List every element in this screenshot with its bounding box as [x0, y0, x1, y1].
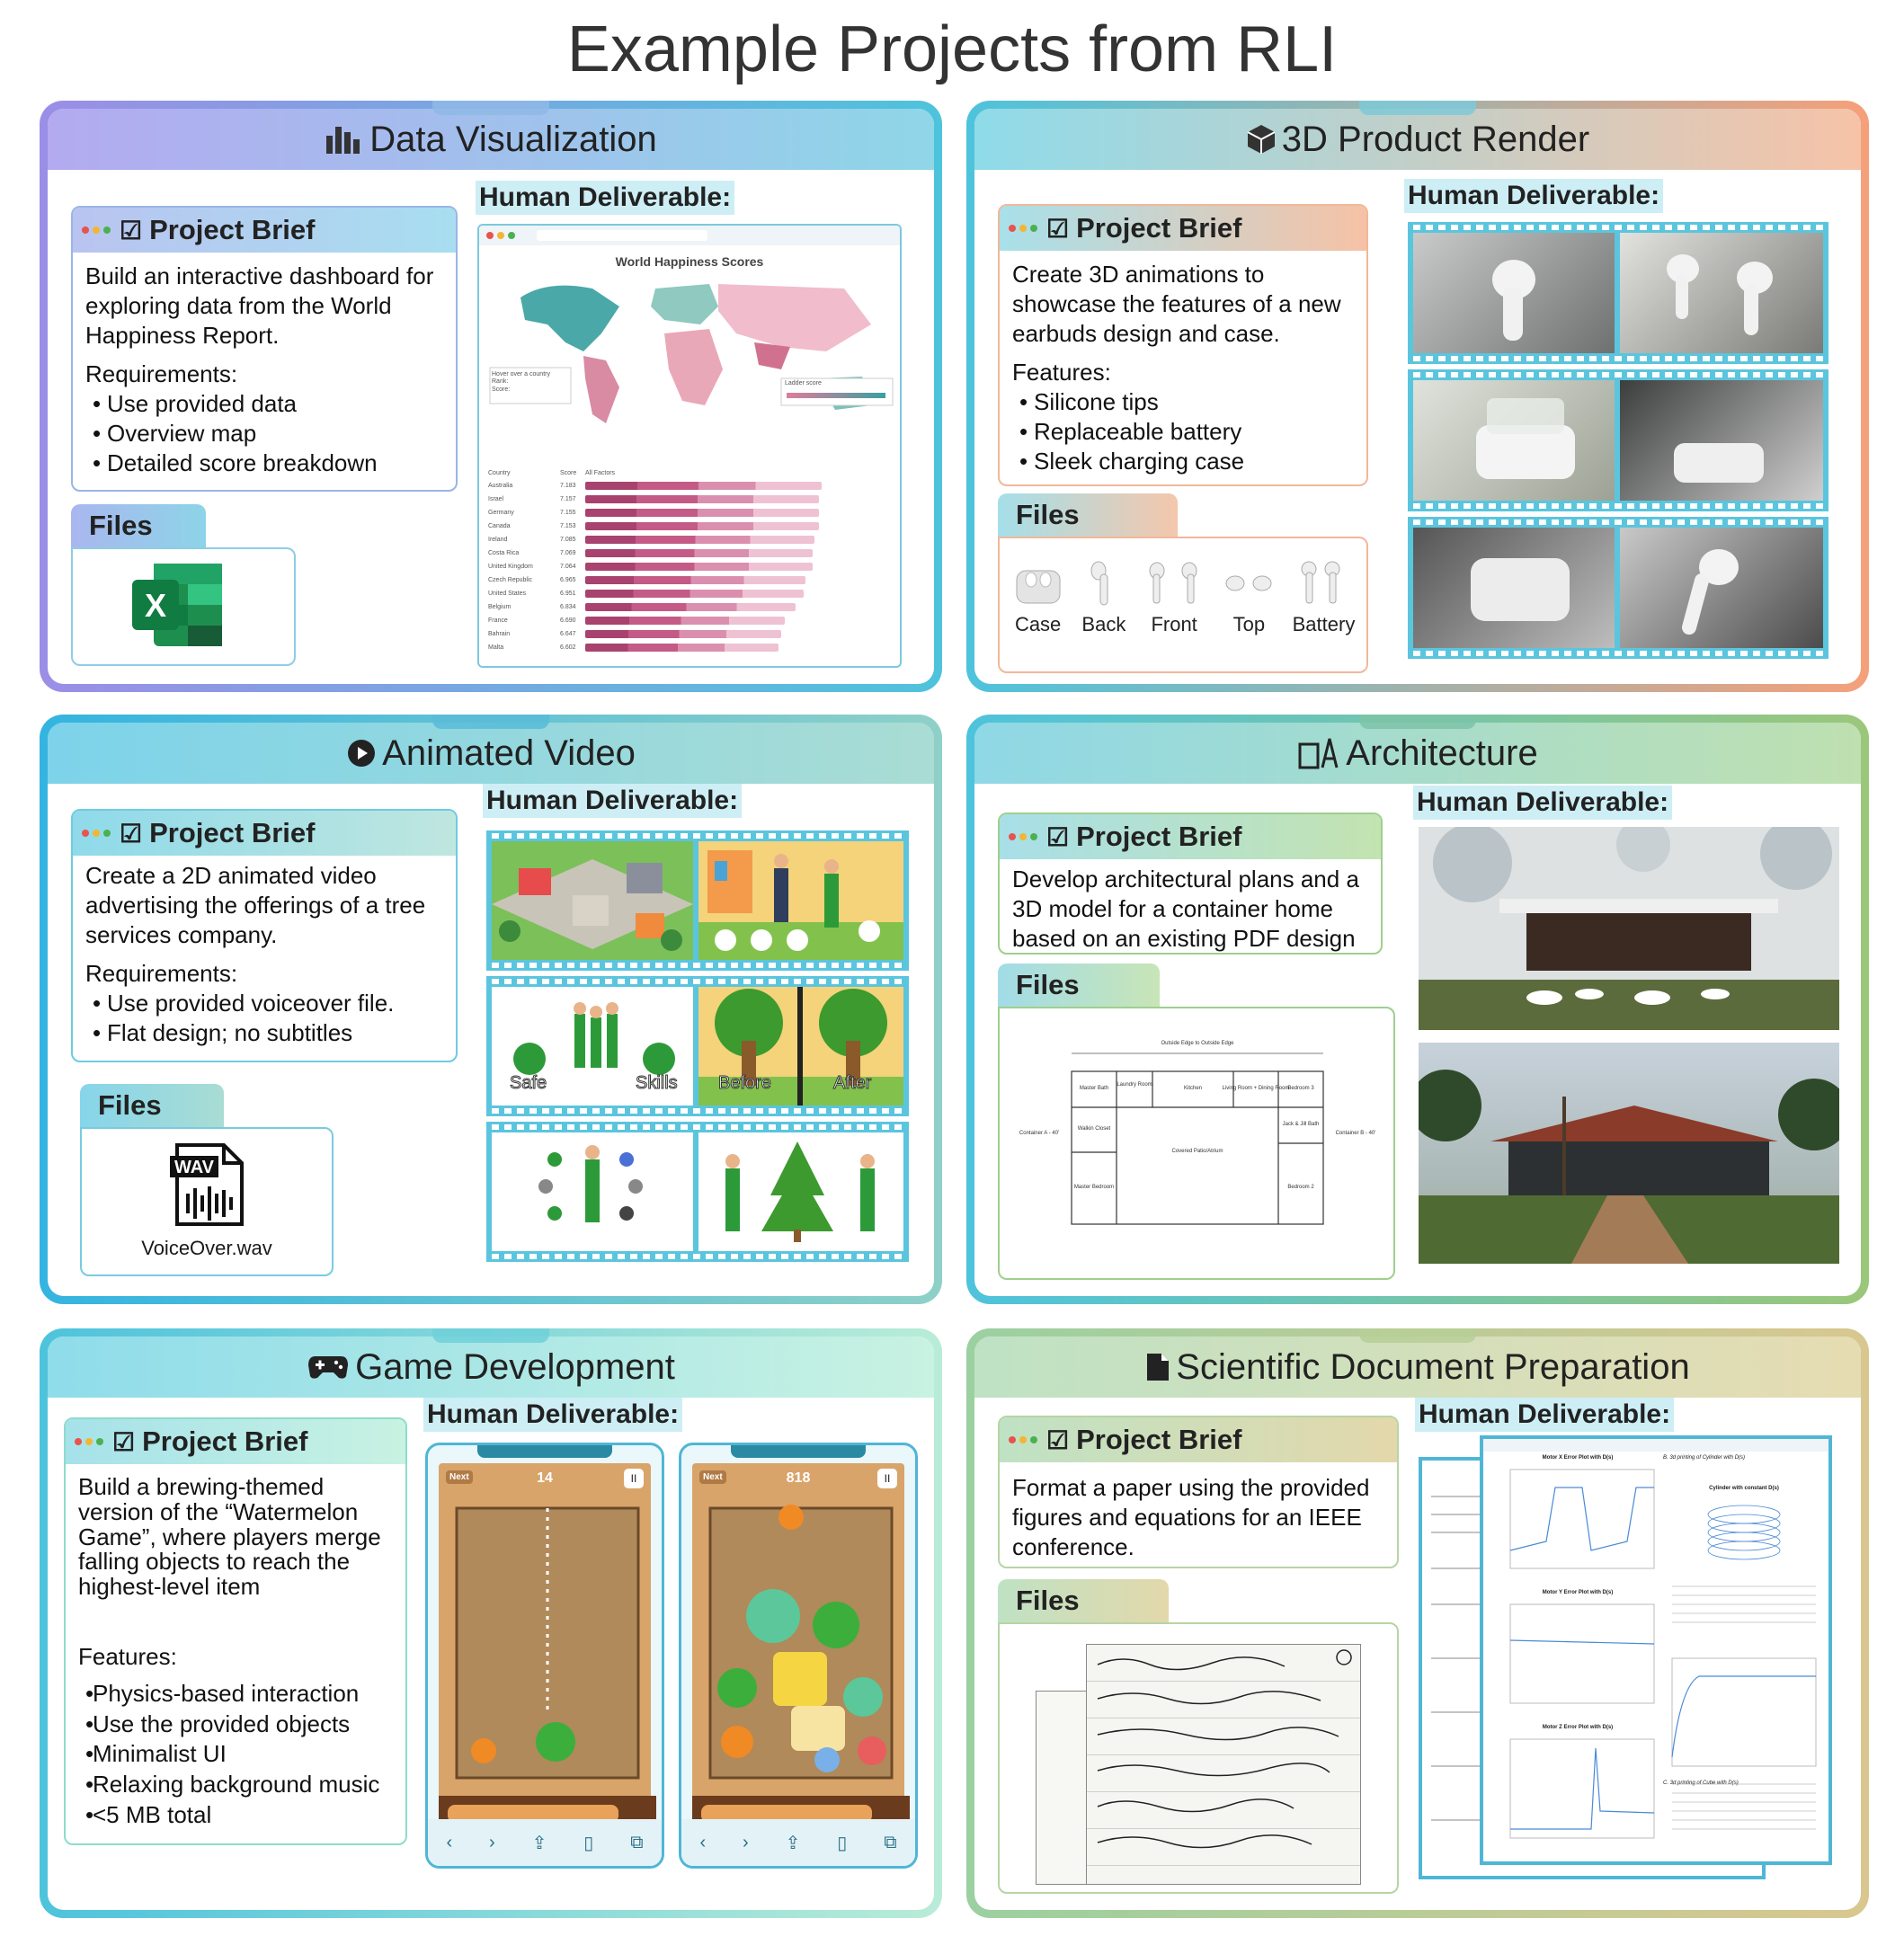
section-heading: B. 3d printing of Cylinder with D(s) [1663, 1455, 1746, 1461]
deliverable-label: Human Deliverable: [1404, 179, 1663, 213]
video-frame-town [492, 841, 693, 960]
table-row[interactable] [488, 479, 894, 493]
panel-title: Architecture [1346, 733, 1538, 773]
panel-data-visualization [40, 101, 942, 692]
score-bar [585, 509, 819, 517]
file-battery[interactable]: Battery [1293, 558, 1356, 636]
files-folder [80, 1084, 334, 1276]
map-legend-title: Ladder score [785, 380, 822, 386]
render-filmstrip-1 [1408, 222, 1828, 364]
panel-3d-product-render [966, 101, 1869, 692]
panel-game-development [40, 1328, 942, 1918]
audio-file-icon[interactable] [168, 1141, 249, 1228]
score-bar [585, 549, 813, 557]
features-label: Features: [1012, 359, 1111, 386]
requirement-item: • Use provided voiceover file. [85, 989, 443, 1018]
pause-button[interactable]: II [877, 1469, 897, 1488]
file-back[interactable]: Back [1077, 558, 1131, 636]
back-icon[interactable]: ‹ [446, 1832, 453, 1852]
features-label: Features: [78, 1643, 177, 1671]
checkbox-icon: ☑ [120, 216, 143, 244]
panel-title: Scientific Document Preparation [1176, 1346, 1690, 1387]
project-brief [71, 809, 458, 1062]
score-table: Country Score All Factors Australia 7.183 Israel 7.157 Germany 7.155 Canada 7.153 Ireland 7.085 Costa Rica 7.069 United Kingdom 7.064 Czech Republic 6.965 United States 6.951 Belgium 6.834 France 6.690 Bahrain 6.647 Malta 6.602 [488, 466, 894, 654]
brief-text: Create 3D animations to showcase the features of a new earbuds design and case. [1012, 261, 1341, 348]
plan-label: Master Bedroom [1073, 1185, 1115, 1190]
project-brief [71, 206, 458, 492]
score-cell: 7.064 [560, 564, 576, 570]
requirement-item: • Flat design; no subtitles [85, 1018, 443, 1048]
plan-label: Container A - 40' [1019, 1131, 1060, 1136]
project-brief [64, 1417, 407, 1845]
render-filmstrip-3 [1408, 517, 1828, 659]
checkbox-icon: ☑ [112, 1427, 136, 1456]
files-label: Files [998, 1579, 1169, 1622]
back-icon[interactable]: ‹ [699, 1832, 707, 1852]
video-filmstrip-3 [486, 1122, 909, 1262]
table-row[interactable] [488, 493, 894, 506]
figure-title: Motor Y Error Plot with D(s) [1542, 1590, 1614, 1595]
frame-text-before: Before [718, 1073, 771, 1093]
earbud-back-icon [1077, 558, 1131, 608]
table-row[interactable] [488, 587, 894, 600]
file-name: VoiceOver.wav [141, 1237, 272, 1259]
brief-text: Build a brewing-themed version of the “Watermelon Game”, where players merge falling objects to reach the highest-level item [78, 1473, 381, 1601]
requirement-item: • Use provided data [85, 389, 443, 419]
feature-item: • Minimalist UI [78, 1739, 393, 1770]
score-cell: 7.157 [560, 496, 576, 502]
panel-animated-video [40, 715, 942, 1304]
panel-title: Animated Video [382, 733, 636, 773]
next-label: Next [446, 1470, 473, 1484]
tabs-icon[interactable]: ⧉ [630, 1832, 644, 1852]
video-frame-equipment [492, 1132, 693, 1251]
country-cell: Czech Republic [488, 577, 533, 583]
score-cell: 7.085 [560, 537, 576, 543]
bar-chart-icon [325, 123, 364, 155]
score-bar [585, 495, 819, 503]
files-label: Files [998, 493, 1178, 537]
files-folder [998, 493, 1368, 673]
score-bar [585, 536, 814, 544]
earbud-top-icon [1217, 558, 1280, 608]
plan-label: Covered Patio/Atrium [1171, 1149, 1223, 1154]
render-frame [1620, 233, 1823, 353]
render-frame [1620, 380, 1823, 501]
panel-title: Game Development [355, 1346, 675, 1387]
map-tooltip: Hover over a country Rank: Score: [492, 371, 550, 393]
country-cell: Belgium [488, 604, 512, 610]
phone-screenshot-start [425, 1443, 664, 1869]
score-cell: 6.965 [560, 577, 576, 583]
share-icon[interactable]: ⇪ [531, 1833, 547, 1853]
feature-item: • Sleek charging case [1012, 447, 1354, 476]
score-cell: 6.602 [560, 644, 576, 651]
deliverable-label: Human Deliverable: [423, 1398, 682, 1432]
score-cell: 7.153 [560, 523, 576, 529]
tabs-icon[interactable]: ⧉ [884, 1832, 897, 1852]
score-cell: 6.690 [560, 617, 576, 624]
table-row[interactable] [488, 573, 894, 587]
country-cell: Ireland [488, 537, 508, 543]
panel-title: 3D Product Render [1281, 119, 1590, 159]
country-cell: Canada [488, 523, 511, 529]
score-bar [585, 482, 822, 490]
architecture-drafting-icon [1297, 735, 1340, 771]
svg-text:X: X [144, 587, 167, 624]
panel-scientific-document [966, 1328, 1869, 1918]
brief-title: Project Brief [149, 817, 316, 848]
cube-icon [1246, 123, 1277, 155]
video-filmstrip-2 [486, 976, 909, 1116]
score-bar [585, 617, 785, 625]
world-map[interactable] [485, 271, 898, 441]
excel-file-icon[interactable] [129, 560, 227, 650]
score-bar [585, 563, 813, 571]
pause-button[interactable]: II [624, 1469, 644, 1488]
next-label: Next [699, 1470, 726, 1484]
brief-text: Create a 2D animated video advertising the offerings of a tree services company. [85, 862, 426, 949]
feature-item: • Silicone tips [1012, 387, 1354, 417]
project-brief [998, 1416, 1399, 1568]
dashboard-title: World Happiness Scores [615, 254, 764, 269]
render-frame [1413, 528, 1615, 648]
play-circle-icon [346, 738, 377, 768]
panel-title: Data Visualization [369, 119, 657, 159]
file-front[interactable]: Front [1143, 558, 1206, 636]
country-cell: Costa Rica [488, 550, 520, 556]
requirement-item: • Detailed score breakdown [85, 448, 443, 478]
country-cell: Malta [488, 644, 504, 651]
score-display: 818 [786, 1470, 811, 1486]
plan-label: Laundry Room [1117, 1082, 1152, 1088]
brief-title: Project Brief [1076, 212, 1242, 244]
requirement-item: • Overview map [85, 419, 443, 448]
plan-label: Walkin Closet [1077, 1126, 1111, 1132]
feature-item: • Relaxing background music [78, 1770, 393, 1800]
files-folder [998, 964, 1395, 1280]
frame-text-after: After [833, 1073, 872, 1093]
earbud-case-icon [1011, 558, 1065, 608]
plan-label: Kitchen [1183, 1086, 1203, 1091]
score-cell: 7.155 [560, 510, 576, 516]
table-row[interactable] [488, 533, 894, 546]
brief-title: Project Brief [1076, 821, 1242, 852]
country-cell: Australia [488, 483, 513, 489]
architecture-render-photo [1419, 1043, 1839, 1264]
video-frame-before-after [698, 987, 903, 1106]
file-case[interactable]: Case [1011, 558, 1065, 636]
figure-title: Motor X Error Plot with D(s) [1542, 1455, 1614, 1461]
window-dots [82, 226, 111, 234]
render-frame [1413, 233, 1615, 353]
video-frame-workers [698, 841, 903, 960]
requirements-label: Requirements: [85, 960, 238, 988]
checkbox-icon: ☑ [1046, 822, 1070, 851]
files-folder [998, 1579, 1399, 1894]
table-row[interactable] [488, 600, 894, 614]
phone-screenshot-full [679, 1443, 918, 1869]
score-bar [585, 522, 819, 530]
score-cell: 7.183 [560, 483, 576, 489]
figure-title: Cylinder with constant D(s) [1709, 1486, 1779, 1491]
brief-text: Format a paper using the provided figures and equations for an IEEE conference. [1012, 1474, 1370, 1561]
plan-label: Outside Edge to Outside Edge [1161, 1041, 1234, 1046]
plan-label: Jack & Jill Bath [1282, 1122, 1320, 1127]
country-cell: Bahrain [488, 631, 511, 637]
score-display: 14 [537, 1470, 553, 1486]
files-label: Files [80, 1084, 224, 1127]
plan-label: Container B - 40' [1335, 1131, 1376, 1136]
video-filmstrip-1 [486, 830, 909, 971]
render-frame [1620, 528, 1823, 648]
architecture-render-model [1419, 827, 1839, 1030]
country-cell: France [488, 617, 508, 624]
country-cell: United Kingdom [488, 564, 533, 570]
checkbox-icon: ☑ [1046, 1425, 1070, 1454]
score-cell: 6.647 [560, 631, 576, 637]
dashboard-browser [477, 224, 902, 668]
frame-text-safe: Safe [510, 1073, 547, 1093]
project-brief [998, 813, 1383, 955]
files-folder [71, 504, 296, 666]
document-icon [1145, 1352, 1170, 1382]
brief-text: Develop architectural plans and a 3D model for a container home based on an existing PDF design [1012, 866, 1359, 953]
score-cell: 6.951 [560, 591, 576, 597]
file-badge: WAV [173, 1158, 215, 1177]
table-row[interactable] [488, 614, 894, 627]
table-row[interactable] [488, 627, 894, 641]
deliverable-label: Human Deliverable: [1415, 1398, 1674, 1432]
score-bar [585, 603, 796, 611]
book-icon[interactable]: ▯ [583, 1833, 594, 1853]
frame-text-skills: Skills [636, 1073, 678, 1093]
render-filmstrip-2 [1408, 369, 1828, 511]
table-row[interactable] [488, 546, 894, 560]
deliverable-label: Human Deliverable: [476, 181, 734, 215]
browser-nav-bar [428, 1819, 662, 1866]
render-frame [1413, 380, 1615, 501]
browser-nav-bar [681, 1819, 915, 1866]
floor-plan-drawing[interactable] [1009, 1017, 1386, 1269]
table-row[interactable] [488, 520, 894, 533]
files-label: Files [998, 964, 1160, 1007]
plan-label: Living Room + Dining Room [1222, 1086, 1290, 1091]
requirements-label: Requirements: [85, 360, 238, 388]
files-label: Files [71, 504, 206, 547]
brief-title: Project Brief [1076, 1424, 1242, 1455]
feature-item: • Physics-based interaction [78, 1679, 393, 1710]
plan-label: Bedroom 3 [1287, 1086, 1314, 1091]
project-brief [998, 204, 1368, 486]
paper-front-page[interactable] [1480, 1435, 1832, 1865]
deliverable-label: Human Deliverable: [1413, 786, 1672, 820]
handwritten-note[interactable] [1086, 1644, 1361, 1885]
score-bar [585, 644, 779, 652]
section-heading: C. 3d printing of Cube with D(s) [1663, 1781, 1739, 1786]
earbud-battery-icon [1293, 558, 1350, 608]
feature-item: • <5 MB total [78, 1800, 393, 1831]
brief-text: Build an interactive dashboard for exploring data from the World Happiness Report. [85, 262, 434, 350]
country-cell: Germany [488, 510, 514, 516]
earbud-front-icon [1143, 558, 1206, 608]
file-top[interactable]: Top [1217, 558, 1280, 636]
video-frame-safe-skills [492, 987, 693, 1106]
feature-item: • Use the provided objects [78, 1710, 393, 1740]
checkbox-icon: ☑ [120, 819, 143, 848]
score-cell: 6.834 [560, 604, 576, 610]
panel-architecture [966, 715, 1869, 1304]
country-cell: United States [488, 591, 527, 597]
gamepad-icon [307, 1353, 350, 1381]
plan-label: Bedroom 2 [1287, 1185, 1314, 1190]
brief-title: Project Brief [149, 214, 316, 245]
table-row[interactable] [488, 560, 894, 573]
deliverable-label: Human Deliverable: [483, 784, 742, 818]
feature-item: • Replaceable battery [1012, 417, 1354, 447]
score-cell: 7.069 [560, 550, 576, 556]
table-row[interactable] [488, 506, 894, 520]
main-title: Example Projects from RLI [566, 13, 1338, 85]
table-row[interactable] [488, 641, 894, 654]
book-icon[interactable]: ▯ [837, 1833, 848, 1853]
country-cell: Israel [488, 496, 504, 502]
figure-title: Motor Z Error Plot with D(s) [1542, 1725, 1614, 1730]
score-bar [585, 590, 804, 598]
share-icon[interactable]: ⇪ [785, 1833, 801, 1853]
forward-icon[interactable]: › [489, 1832, 495, 1852]
forward-icon[interactable]: › [743, 1832, 749, 1852]
score-bar [585, 630, 781, 638]
brief-title: Project Brief [142, 1425, 308, 1457]
score-bar [585, 576, 805, 584]
plan-label: Master Bath [1079, 1086, 1109, 1091]
checkbox-icon: ☑ [1046, 214, 1070, 243]
video-frame-forest [698, 1132, 903, 1251]
